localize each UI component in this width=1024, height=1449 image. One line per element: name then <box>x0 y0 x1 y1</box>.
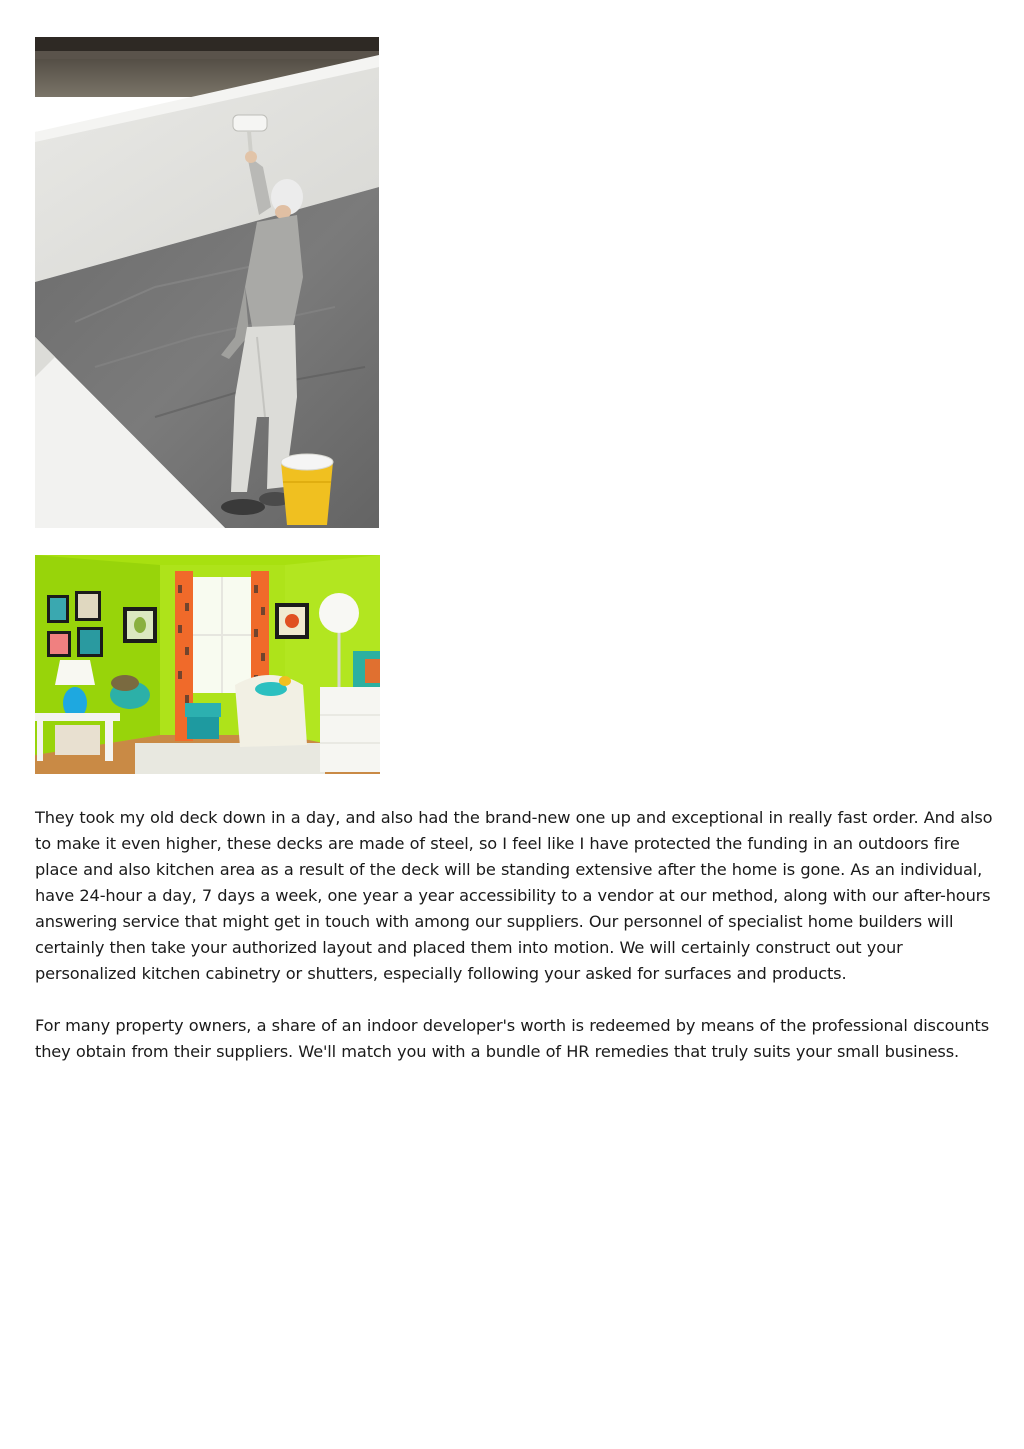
paragraph: They took my old deck down in a day, and also had the brand-new one up and exceptional in really fast order. And also to make it even higher, these decks are made of steel, so I feel like I have protected the funding in an outdoors fire place and also kitchen area as a result of the deck will be standing extensive after the home is gone. As an individual, have 24-hour a day, 7 days a week, one year a year accessibility to a vendor at our method, along with our after-hours answering service that might get in touch with among our suppliers. Our personnel of specialist home builders will certainly then take your authorized layout and placed them into motion. We will certainly construct out your personalized kitchen cabinetry or shutters, especially following your asked for surfaces and products. <box>35 808 993 983</box>
article-body <box>35 805 993 1091</box>
painter-rolling-white-wall-photo <box>35 37 379 528</box>
bright-green-room-photo <box>35 555 380 774</box>
paragraph: For many property owners, a share of an indoor developer's worth is redeemed by means of the professional discounts they obtain from their suppliers. We'll match you with a bundle of HR remedies that truly suits your small business. <box>35 1016 990 1061</box>
